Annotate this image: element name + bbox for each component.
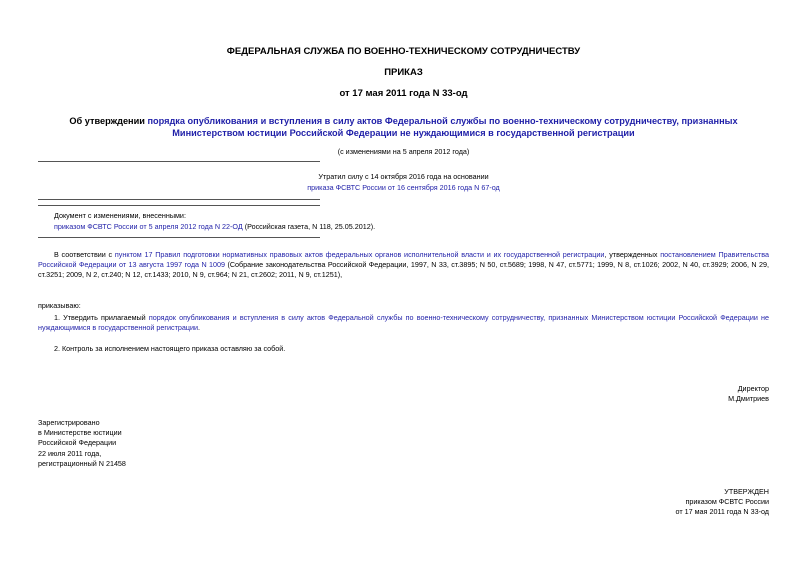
document-date-number: от 17 мая 2011 года N 33-од (339, 88, 468, 99)
title-link[interactable]: порядка опубликования и вступления в силу актов Федеральной службы по военно-техническому сотрудничеству, признанных Министерством юстиции Российской Федерации не нуждающимися в государственной регистрации (147, 116, 738, 138)
changes-label: Документ с изменениями, внесенными: (54, 211, 186, 220)
divider-2 (38, 199, 320, 200)
basis-text-3: (Собрание законодательства Российской Федерации, 1997, N 33, ст.3895; N 50, ст.5689; 1998, N 47, ст.5771; 1999, N 8, ст.1026; 2002, N 40, ст.3929; 2006, N 29, ст.3251; 2009, N 2, ст.240; N 12, ст.1433; 2010, N 9, ст.964; N 21, ст.2602; 2011, N 9, ст.1251), (38, 260, 769, 280)
registration-line: Российской Федерации (38, 438, 117, 448)
agency-name: ФЕДЕРАЛЬНАЯ СЛУЖБА ПО ВОЕННО-ТЕХНИЧЕСКОМУ СОТРУДНИЧЕСТВУ (226, 46, 581, 57)
item-2: 2. Контроль за исполнением настоящего приказа оставляю за собой. (54, 344, 286, 353)
approved-line: приказом ФСВТС России (685, 497, 769, 507)
signature-name: М.Дмитриев (728, 394, 769, 404)
signature-position: Директор (737, 384, 769, 393)
registration-line: 22 июля 2011 года, (38, 448, 102, 458)
changes-link[interactable]: приказом ФСВТС России от 5 апреля 2012 года N 22-ОД (54, 222, 243, 231)
signature-block (728, 384, 769, 404)
registration-line: Зарегистрировано (38, 418, 100, 427)
item-1-end: . (198, 323, 201, 333)
basis-text-1: В соответствии с (54, 250, 115, 259)
amendment-note: (с изменениями на 5 апреля 2012 года) (337, 147, 470, 156)
item-1-text: 1. Утвердить прилагаемый (54, 313, 149, 322)
expiry-text: Утратил силу с 14 октября 2016 года на основании (318, 172, 489, 181)
title-prefix: Об утверждении (69, 116, 148, 126)
registration-line: регистрационный N 21458 (38, 458, 126, 468)
basis-link-rules[interactable]: пунктом 17 Правил подготовки нормативных правовых актов федеральных органов исполнительной власти и их государственной регистрации (114, 250, 605, 259)
basis-paragraph (38, 250, 769, 281)
changes-suffix: (Российская газета, N 118, 25.05.2012). (242, 222, 376, 231)
changes-line (54, 222, 375, 232)
order-word: приказываю: (38, 301, 81, 310)
divider-1 (38, 161, 320, 162)
approved-line: УТВЕРЖДЕН (724, 487, 769, 496)
item-1-link[interactable]: порядок опубликования и вступления в силу актов Федеральной службы по военно-техническому сотрудничеству, признанных Министерством юстиции Российской Федерации не нуждающимися в государственной регистрации (38, 313, 769, 333)
registration-line: в Министерстве юстиции (38, 428, 122, 438)
basis-text-2: , утвержденных (604, 250, 661, 259)
expiry-link[interactable]: приказа ФСВТС России от 16 сентября 2016 года N 67-од (307, 183, 500, 192)
basis-link-decree[interactable]: постановлением Правительства Российской Федерации от 13 августа 1997 года N 1009 (38, 250, 769, 270)
item-1 (38, 313, 769, 333)
document-type: ПРИКАЗ (384, 67, 423, 78)
divider-3 (38, 205, 320, 206)
approved-block (676, 487, 770, 518)
approved-line: от 17 мая 2011 года N 33-од (675, 507, 769, 517)
registration-block (38, 418, 126, 469)
document-title (38, 116, 769, 139)
divider-4 (38, 237, 320, 238)
